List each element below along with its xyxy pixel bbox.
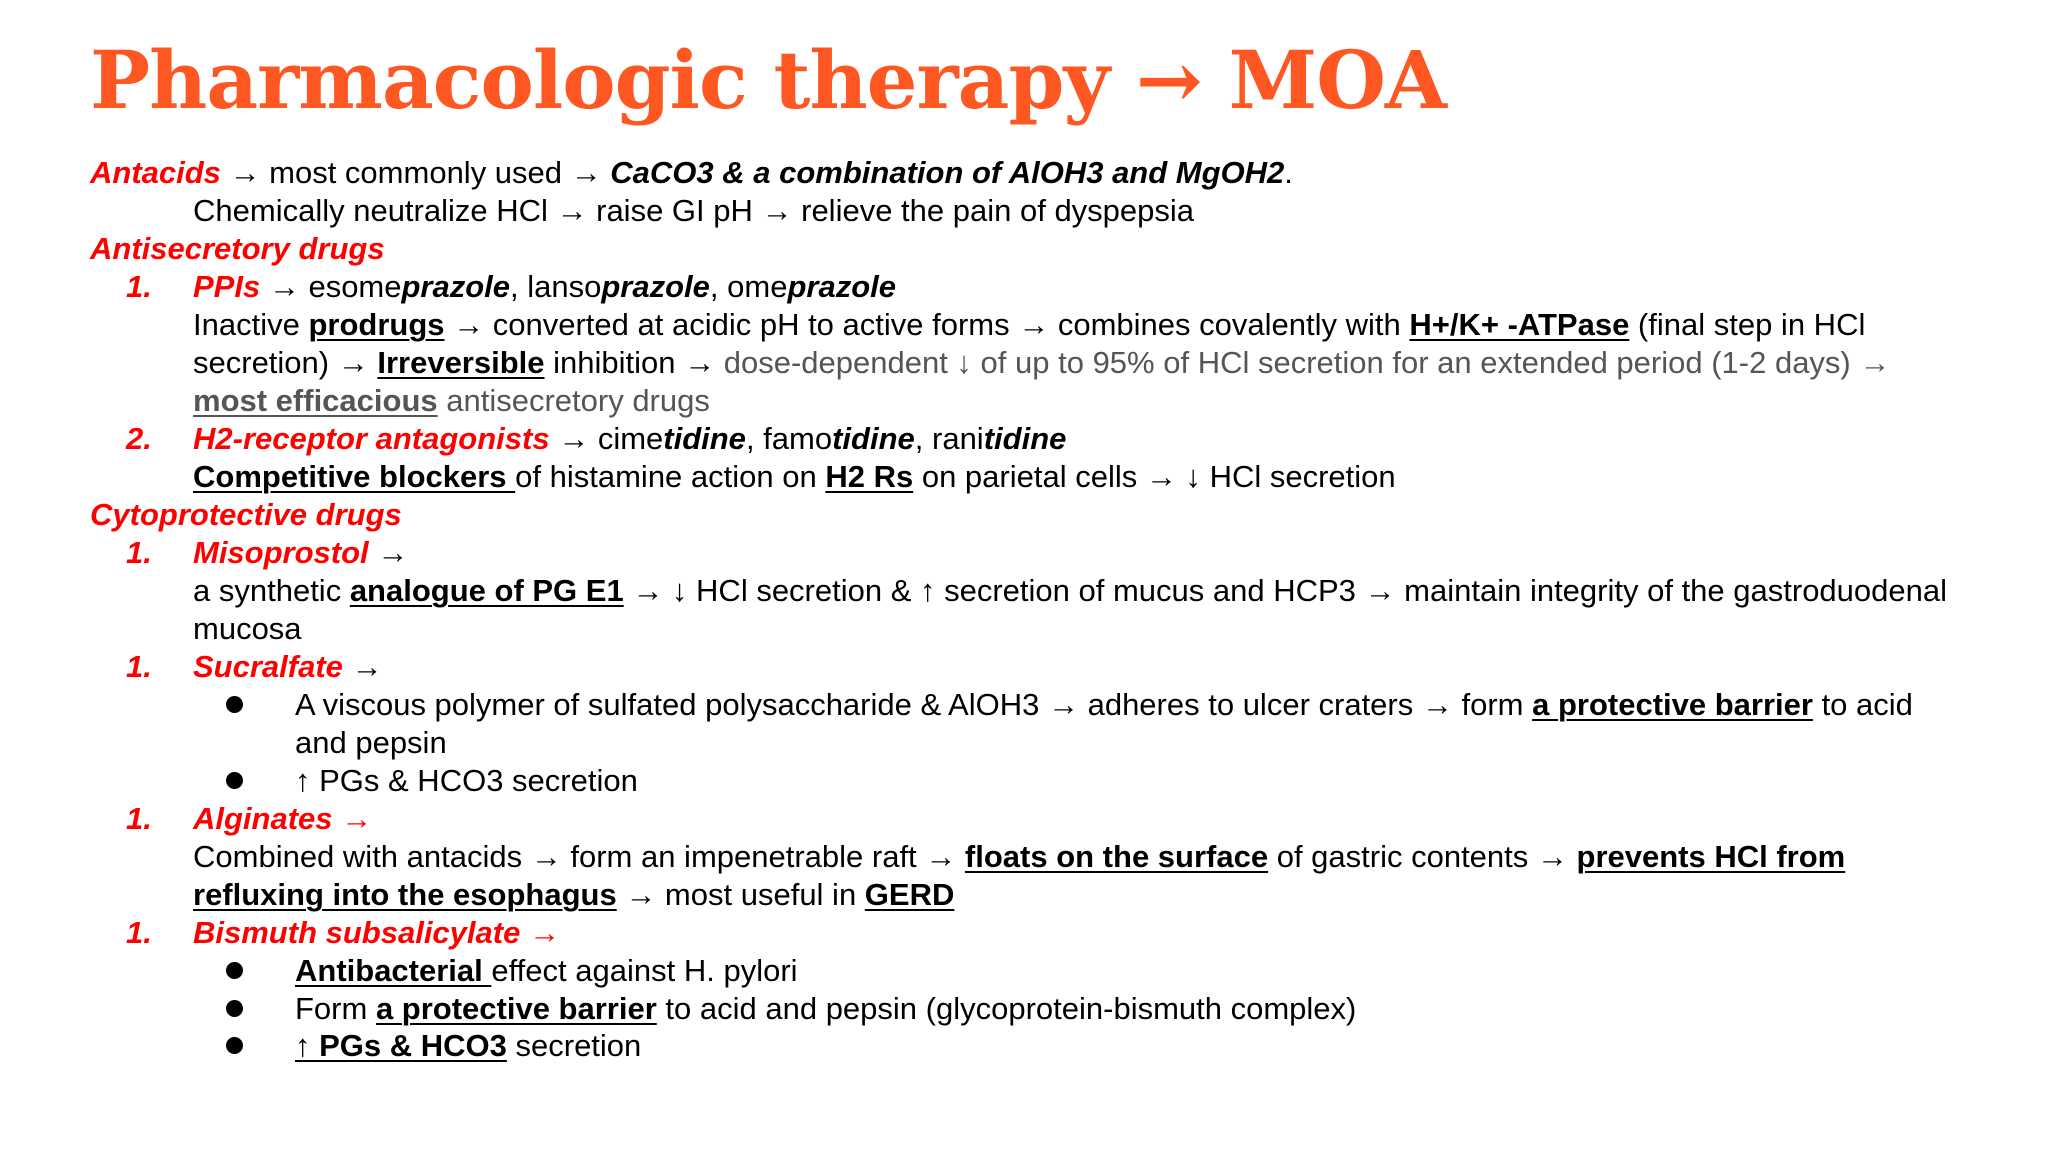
h2-heading: H2-receptor antagonists — [193, 421, 550, 456]
text: → — [342, 649, 383, 684]
text: , — [745, 421, 764, 456]
alginates-mechanism-line-1 — [193, 838, 1845, 876]
text: rani — [932, 421, 984, 456]
antacids-mechanism: Chemically neutralize HCl → raise GI pH → relieve the pain of dyspepsia — [193, 193, 1195, 228]
text: Form — [295, 991, 376, 1026]
text: A viscous polymer of sulfated polysaccharide & AlOH3 → adheres to ulcer craters → form — [295, 687, 1533, 722]
h2-line — [193, 420, 1066, 458]
text: to acid and pepsin (glycoprotein-bismuth complex) — [656, 991, 1357, 1026]
bullet-icon — [226, 772, 243, 789]
text: a protective barrier — [375, 991, 657, 1026]
ppi-mechanism-line-1 — [193, 306, 1865, 344]
text: lanso — [527, 269, 602, 304]
text: floats on the surface — [964, 839, 1269, 874]
misoprostol-line — [193, 534, 408, 572]
text: GERD — [864, 877, 955, 912]
alginates-number: 1. — [126, 801, 152, 836]
bullet-icon — [226, 1000, 243, 1017]
bismuth-number: 1. — [126, 915, 152, 950]
text: tidine — [983, 421, 1067, 456]
sucralfate-point-1 — [295, 686, 1913, 724]
text: secretion) → — [193, 345, 378, 380]
text: → ↓ HCl secretion & ↑ secretion of mucus and HCP3 → maintain integrity of the gastroduodenal — [623, 573, 1948, 608]
alginates-heading: Alginates → — [193, 801, 373, 836]
antacids-agents: CaCO3 & a combination of AlOH3 and MgOH2 — [610, 155, 1285, 190]
sucralfate-point-1-cont: and pepsin — [295, 725, 447, 760]
ppi-number: 1. — [126, 269, 152, 304]
ppi-heading: PPIs — [193, 269, 261, 304]
sucralfate-heading: Sucralfate — [193, 649, 343, 684]
text: . — [1284, 155, 1293, 190]
bullet-icon — [226, 1037, 243, 1054]
misoprostol-mechanism-line-1 — [193, 572, 1947, 610]
text: H2 Rs — [825, 459, 914, 494]
cytoprotective-heading: Cytoprotective drugs — [90, 497, 402, 532]
text: tidine — [663, 421, 746, 456]
text: most efficacious — [193, 383, 438, 418]
text: esome — [308, 269, 402, 304]
antacids-line — [90, 154, 1293, 192]
text: ome — [727, 269, 788, 304]
text: effect against H. pylori — [491, 953, 798, 988]
text: prazole — [401, 269, 511, 304]
text: of gastric contents → — [1268, 839, 1577, 874]
alginates-mechanism-line-2 — [193, 876, 954, 914]
text: refluxing into the esophagus — [193, 877, 617, 912]
text: cime — [597, 421, 664, 456]
text: prazole — [601, 269, 710, 304]
text: → — [368, 535, 409, 570]
slide-title: Pharmacologic therapy → MOA — [90, 33, 1446, 127]
sucralfate-number: 1. — [126, 649, 152, 684]
text: secretion — [506, 1028, 642, 1063]
sucralfate-point-2: ↑ PGs & HCO3 secretion — [295, 763, 638, 798]
text: to acid — [1812, 687, 1913, 722]
bullet-icon — [226, 962, 243, 979]
text: , — [510, 269, 528, 304]
misoprostol-heading: Misoprostol — [193, 535, 369, 570]
text: prazole — [787, 269, 896, 304]
text: H+/K+ -ATPase — [1409, 307, 1630, 342]
bismuth-point-1 — [295, 952, 798, 990]
text: → converted at acidic pH to active forms → combines covalently with — [444, 307, 1410, 342]
text: Combined with antacids → form an impenetrable raft → — [193, 839, 965, 874]
text: Irreversible — [377, 345, 545, 380]
sucralfate-line — [193, 648, 383, 686]
h2-mechanism — [193, 458, 1396, 496]
ppi-mechanism-line-2 — [193, 344, 1890, 382]
bismuth-point-2 — [295, 990, 1356, 1028]
text: tidine — [832, 421, 915, 456]
h2-number: 2. — [126, 421, 152, 456]
text: , — [709, 269, 728, 304]
text: famo — [763, 421, 833, 456]
text: ↑ PGs & HCO3 — [295, 1028, 507, 1063]
text: Antibacterial — [295, 953, 492, 988]
misoprostol-mechanism-line-2: mucosa — [193, 611, 302, 646]
text: → most commonly used → — [220, 155, 611, 190]
text: analogue of PG E1 — [349, 573, 624, 608]
text: dose-dependent ↓ of up to 95% of HCl secretion for an extended period (1-2 days) → — [723, 345, 1891, 380]
antacids-heading: Antacids — [90, 155, 221, 190]
text: inhibition → — [544, 345, 724, 380]
misoprostol-number: 1. — [126, 535, 152, 570]
text: → — [260, 269, 309, 304]
text: (final step in HCl — [1629, 307, 1866, 342]
ppi-line — [193, 268, 896, 306]
antisecretory-heading: Antisecretory drugs — [90, 231, 385, 266]
text: prodrugs — [308, 307, 445, 342]
text: a protective barrier — [1532, 687, 1813, 722]
bismuth-point-3 — [295, 1027, 641, 1065]
text: of histamine action on — [515, 459, 826, 494]
text: → most useful in — [616, 877, 865, 912]
bismuth-heading: Bismuth subsalicylate → — [193, 915, 560, 950]
ppi-mechanism-line-3 — [193, 382, 710, 420]
bullet-icon — [226, 696, 243, 713]
text: Competitive blockers — [193, 459, 516, 494]
text: antisecretory drugs — [437, 383, 710, 418]
text: → — [549, 421, 598, 456]
text: Inactive — [193, 307, 309, 342]
text: on parietal cells → ↓ HCl secretion — [913, 459, 1396, 494]
text: a synthetic — [193, 573, 350, 608]
text: prevents HCl from — [1576, 839, 1846, 874]
text: , — [914, 421, 932, 456]
